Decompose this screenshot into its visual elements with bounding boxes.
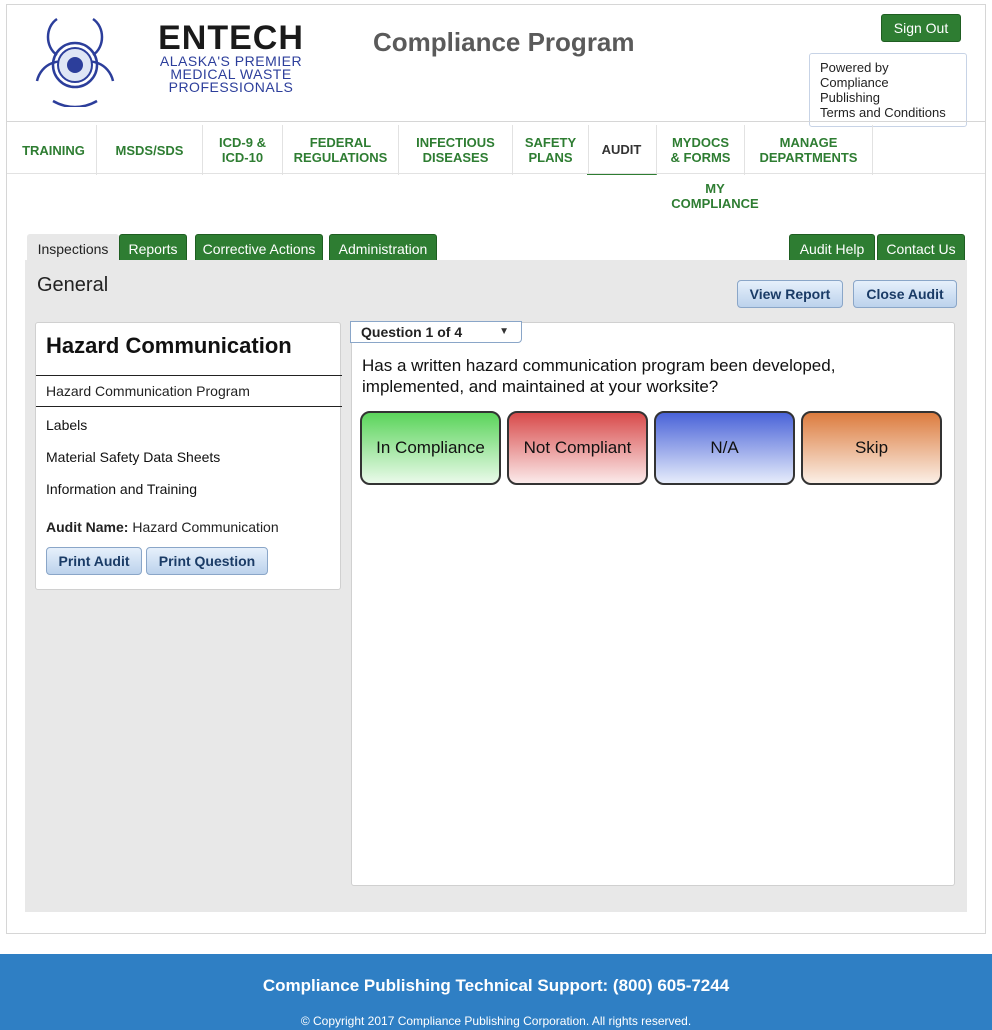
brand-tagline-1: ALASKA'S PREMIER bbox=[159, 53, 303, 69]
header-divider bbox=[7, 121, 985, 122]
tab-corrective-actions[interactable]: Corrective Actions bbox=[195, 234, 323, 264]
nav-divider bbox=[7, 173, 985, 174]
audit-sections-card bbox=[35, 322, 341, 590]
app-title: Compliance Program bbox=[373, 27, 635, 57]
support-phone: Compliance Publishing Technical Support: (800) 605-7244 bbox=[262, 976, 730, 995]
tab-administration[interactable]: Administration bbox=[329, 234, 437, 264]
nav-infectious-diseases-label: INFECTIOUS DISEASES bbox=[416, 135, 495, 165]
biohazard-icon bbox=[27, 11, 123, 107]
powered-by-company-2: Publishing bbox=[820, 90, 880, 105]
not-compliant-button[interactable]: Not Compliant bbox=[507, 411, 648, 485]
powered-by-company-1: Compliance bbox=[820, 75, 889, 90]
nav-audit[interactable]: AUDIT bbox=[587, 125, 657, 175]
nav-msds-sds[interactable]: MSDS/SDS bbox=[97, 125, 203, 175]
nav-mydocs-forms-label: MYDOCS & FORMS bbox=[670, 135, 731, 165]
brand-tagline-3: PROFESSIONALS bbox=[168, 79, 294, 95]
view-report-button[interactable]: View Report bbox=[737, 280, 843, 308]
print-audit-button[interactable]: Print Audit bbox=[46, 547, 142, 575]
nav-my-compliance[interactable]: MY COMPLIANCE bbox=[671, 181, 759, 211]
brand-name: ENTECH bbox=[158, 19, 304, 57]
main-nav bbox=[7, 125, 985, 175]
footer bbox=[0, 954, 992, 1030]
section-item-msds[interactable]: Material Safety Data Sheets bbox=[46, 449, 221, 465]
nav-infectious-diseases[interactable] bbox=[399, 125, 513, 175]
nav-safety-plans-label: SAFETY PLANS bbox=[524, 135, 577, 165]
in-compliance-button[interactable]: In Compliance bbox=[360, 411, 501, 485]
audit-help-button[interactable]: Audit Help bbox=[789, 234, 875, 264]
contact-us-button[interactable]: Contact Us bbox=[877, 234, 965, 264]
nav-mydocs-forms[interactable] bbox=[657, 125, 745, 175]
question-text: Has a written hazard communication program been developed, implemented, and maintained at your worksite? bbox=[362, 356, 836, 396]
powered-by-line: Powered by bbox=[820, 60, 889, 75]
question-card bbox=[351, 322, 955, 886]
nav-icd[interactable] bbox=[203, 125, 283, 175]
audit-name-value: Hazard Communication bbox=[132, 519, 279, 535]
caret-down-icon: ▼ bbox=[499, 326, 509, 337]
skip-button[interactable]: Skip bbox=[801, 411, 942, 485]
logo-wordmark bbox=[131, 21, 331, 94]
nav-manage-departments[interactable] bbox=[745, 125, 873, 175]
audit-panel bbox=[25, 260, 967, 912]
na-button[interactable]: N/A bbox=[654, 411, 795, 485]
nav-training[interactable]: TRAINING bbox=[11, 125, 97, 175]
section-item-training[interactable]: Information and Training bbox=[46, 481, 197, 497]
audit-title: Hazard Communication bbox=[46, 333, 292, 358]
print-question-button[interactable]: Print Question bbox=[146, 547, 268, 575]
app-frame bbox=[6, 4, 986, 934]
nav-icd-label: ICD-9 & ICD-10 bbox=[219, 135, 266, 165]
audit-name bbox=[46, 519, 279, 535]
powered-by-box bbox=[809, 53, 967, 127]
section-title: General bbox=[37, 274, 109, 296]
brand-tagline-2: MEDICAL WASTE bbox=[170, 66, 292, 82]
nav-safety-plans[interactable] bbox=[513, 125, 589, 175]
sign-out-button[interactable]: Sign Out bbox=[881, 14, 961, 42]
copyright: © Copyright 2017 Compliance Publishing Corporation. All rights reserved. bbox=[300, 1014, 692, 1028]
close-audit-button[interactable]: Close Audit bbox=[853, 280, 957, 308]
question-select[interactable] bbox=[350, 321, 522, 343]
nav-federal-regulations[interactable] bbox=[283, 125, 399, 175]
nav-manage-departments-label: MANAGE DEPARTMENTS bbox=[759, 135, 858, 165]
question-select-value: Question 1 of 4 bbox=[361, 324, 463, 340]
section-item-selected[interactable]: Hazard Communication Program bbox=[36, 375, 342, 407]
nav-federal-regulations-label: FEDERAL REGULATIONS bbox=[293, 135, 388, 165]
terms-link[interactable]: Terms and Conditions bbox=[820, 105, 946, 120]
tab-reports[interactable]: Reports bbox=[119, 234, 187, 264]
entech-logo[interactable] bbox=[27, 11, 327, 111]
section-item-labels[interactable]: Labels bbox=[46, 417, 88, 433]
tab-inspections[interactable]: Inspections bbox=[27, 234, 119, 264]
audit-name-label: Audit Name: bbox=[46, 519, 129, 535]
